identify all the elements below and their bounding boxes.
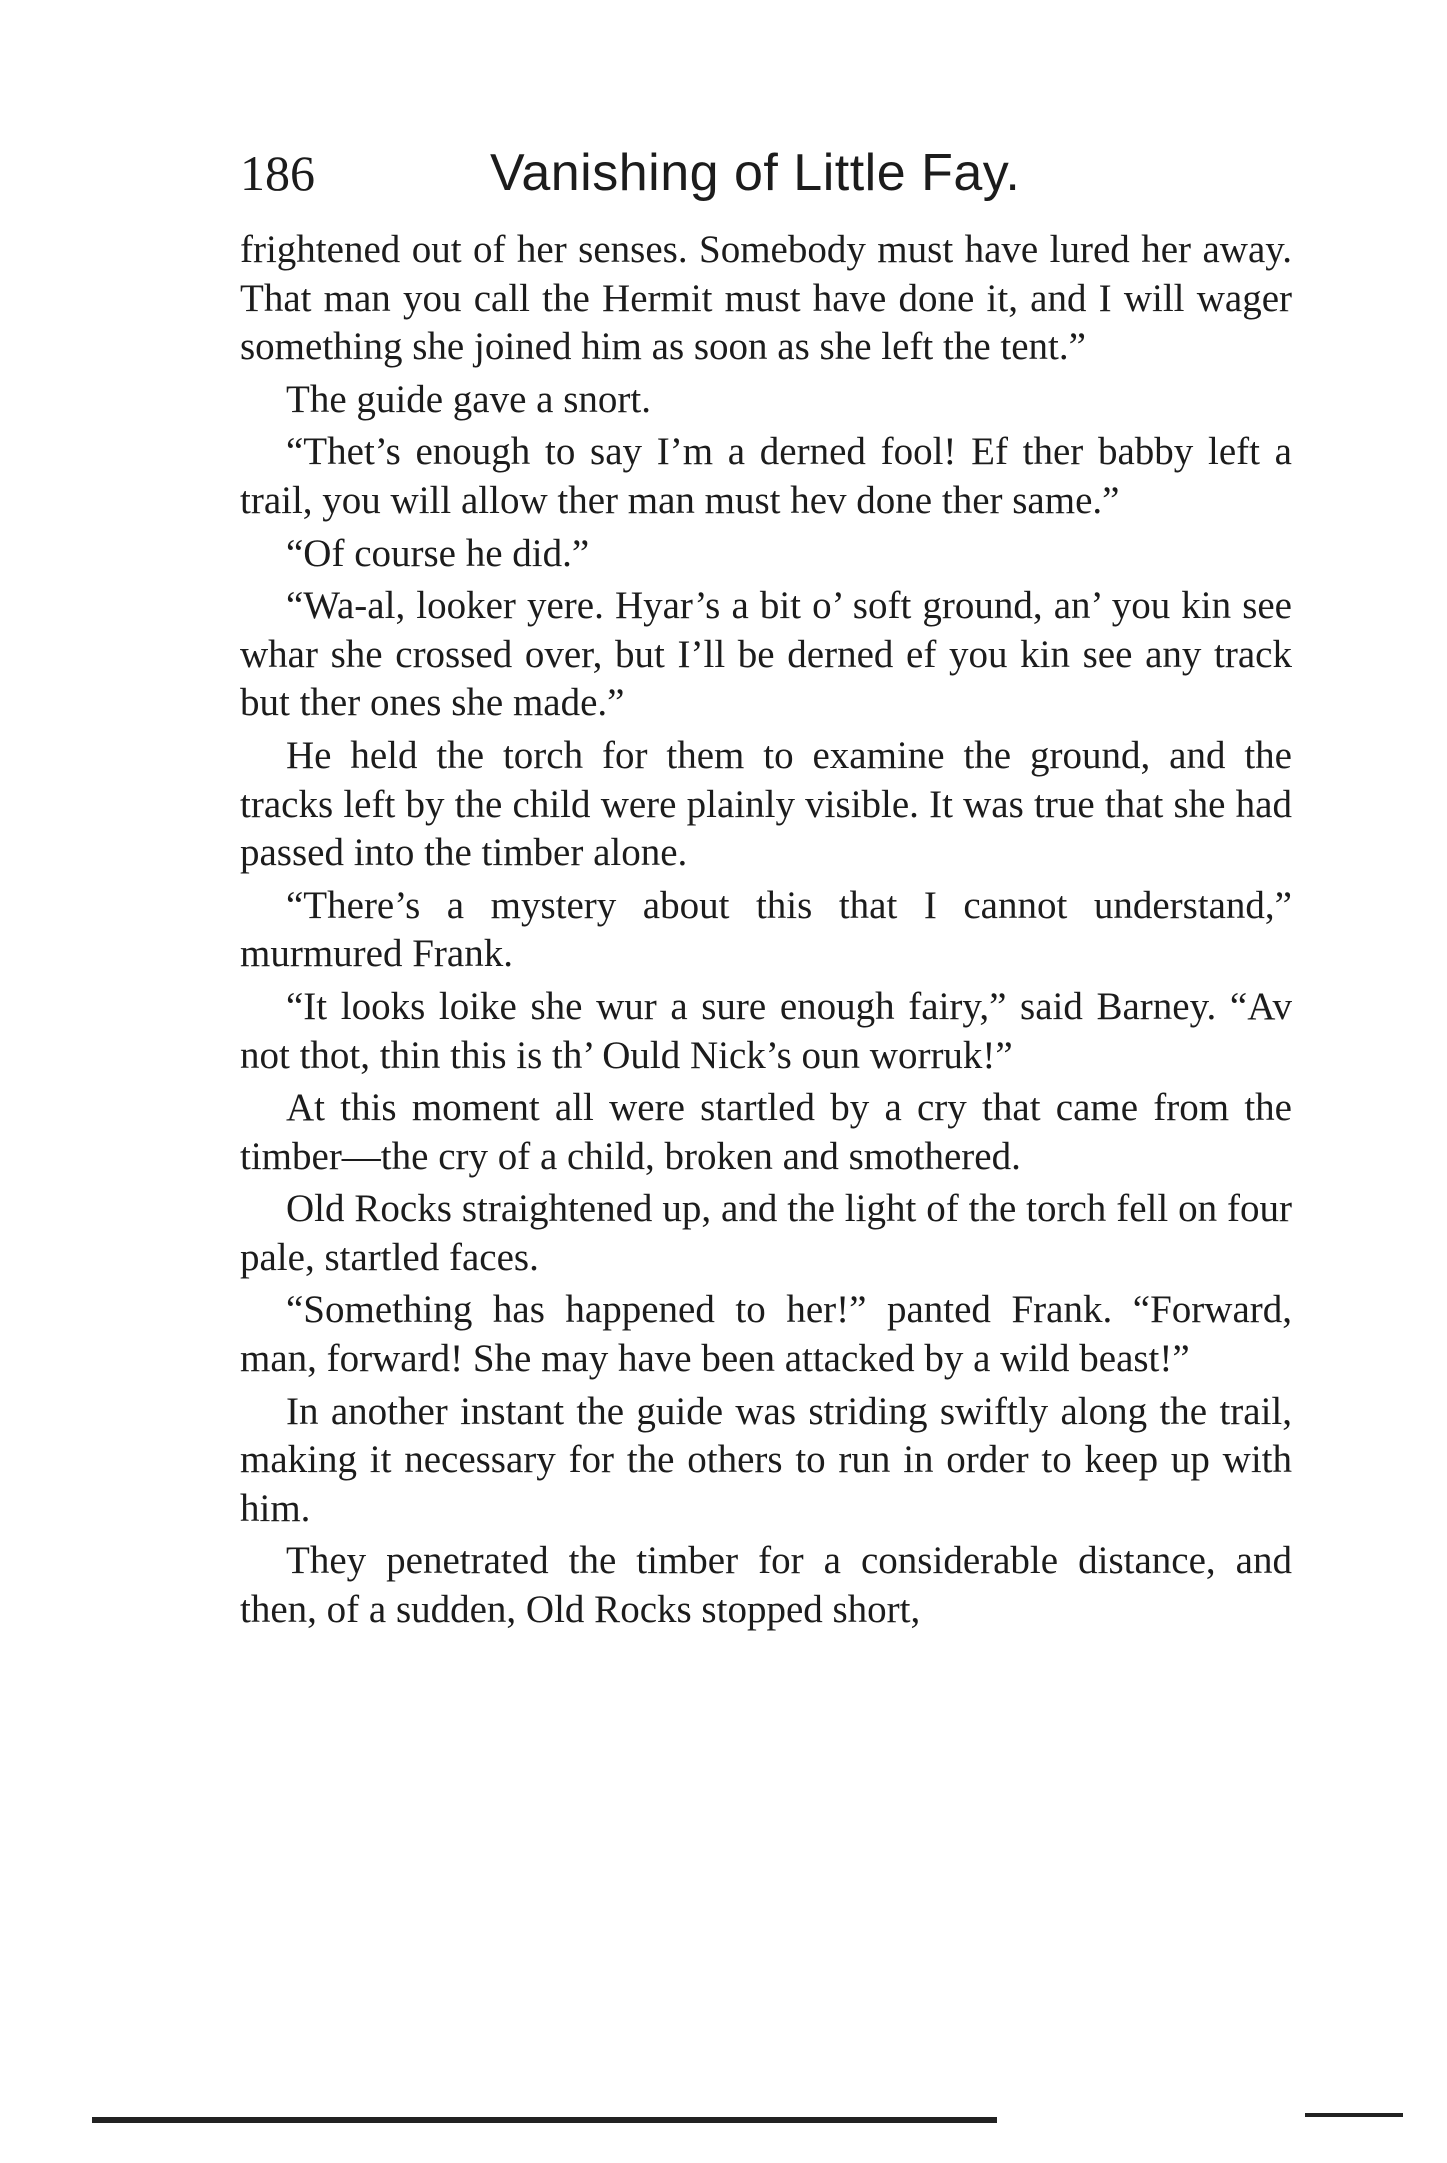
paragraph: “Wa-al, looker yere. Hyar’s a bit o’ soft ground, an’ you kin see whar she crossed over, but I’ll be derned ef you kin see any track but ther ones she made.” xyxy=(240,584,1292,725)
paragraph: frightened out of her senses. Somebody must have lured her away. That man you call the Hermit must have done it, and I will wager something she joined him as soon as she left the tent.” xyxy=(240,228,1292,369)
paragraph: “It looks loike she wur a sure enough fairy,” said Barney. “Av not thot, thin this is th’ Ould Nick’s oun worruk!” xyxy=(240,984,1292,1077)
paragraph: “There’s a mystery about this that I cannot understand,” murmured Frank. xyxy=(240,883,1292,976)
page-header xyxy=(240,138,1300,208)
paragraph: At this moment all were startled by a cry that came from the timber—the cry of a child, broken and smothered. xyxy=(240,1086,1292,1178)
paragraph: In another instant the guide was striding swiftly along the trail, making it necessary for the others to run in order to keep up with him. xyxy=(240,1389,1292,1530)
paragraph: “Something has happened to her!” panted Frank. “Forward, man, forward! She may have been attacked by a wild beast!” xyxy=(240,1288,1292,1381)
body-text xyxy=(240,226,1292,1639)
paragraph: “Of course he did.” xyxy=(286,531,590,575)
paragraph: They penetrated the timber for a considerable distance, and then, of a sudden, Old Rocks stopped short, xyxy=(240,1539,1292,1632)
paragraph: “Thet’s enough to say I’m a derned fool! Ef ther babby left a trail, you will allow ther man must hev done ther same.” xyxy=(240,430,1292,522)
paragraph: Old Rocks straightened up, and the light of the torch fell on four pale, startled faces. xyxy=(240,1187,1292,1279)
bottom-rule xyxy=(92,2117,997,2123)
paragraph: The guide gave a snort. xyxy=(286,377,651,421)
paragraph: He held the torch for them to examine the ground, and the tracks left by the child were plainly visible. It was true that she had passed into the timber alone. xyxy=(240,733,1292,875)
running-title: Vanishing of Little Fay. xyxy=(490,144,1021,202)
page-number: 186 xyxy=(240,145,315,201)
bottom-rule-short xyxy=(1305,2113,1403,2117)
